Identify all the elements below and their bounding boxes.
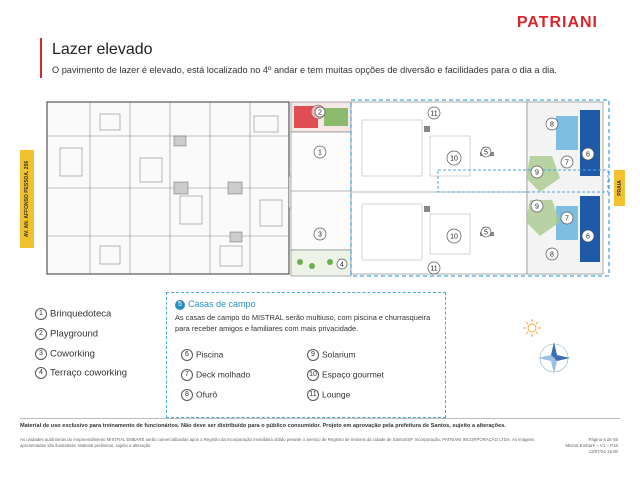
page-meta [566, 437, 618, 455]
svg-text:6: 6 [586, 151, 590, 159]
item-lounge: 11 Lounge [307, 389, 350, 401]
footer-disclaimer: Material de uso exclusivo para treinamento de funcionários. Não deve ser distribuído para o público consumidor. Projeto em aprovação pela prefeitura de Santos, sujeito a alterações. [20, 423, 506, 429]
footer-legal-text: As unidades autônomas do empreendimento MISTRAL EMBARÉ serão comercializadas após o Registro da Incorporação Imobiliária obtido perante o Serviço de Registro de Imóveis da cidade de Santos/SP. Incorporação: PATRIANI INCORPORAÇÃO LTDA. As imagens apresentadas são ilustrativas. Material preliminar, sujeito a alteração. [20, 437, 535, 448]
compass-icon [520, 316, 580, 386]
svg-text:7: 7 [565, 215, 569, 223]
item-espaco-gourmet: 10 Espaço gourmet [307, 369, 384, 381]
item-piscina: 6 Piscina [181, 349, 223, 361]
svg-text:2: 2 [318, 109, 322, 117]
pool-upper [580, 110, 600, 176]
pool-lower [580, 196, 600, 262]
casas-de-campo-heading: 5 Casas de campo [175, 299, 256, 310]
item-deck-molhado: 7 Deck molhado [181, 369, 250, 381]
casas-de-campo-description: As casas de campo do MISTRAL serão multiuso, com piscina e churrasqueira para receber amigos e familiares com mais privacidade. [175, 313, 431, 333]
document-date: 13/07/24 15:00 [588, 449, 618, 454]
casas-de-campo-box [166, 292, 446, 418]
legend-item-terraco-coworking: 4 Terraço coworking [35, 367, 127, 379]
legend-item-coworking: 3 Coworking [35, 348, 95, 360]
svg-text:9: 9 [535, 203, 539, 211]
item-ofuro: 8 Ofurô [181, 389, 217, 401]
item-solarium: 9 Solarium [307, 349, 356, 361]
svg-text:8: 8 [550, 121, 554, 129]
svg-text:4: 4 [340, 261, 344, 269]
svg-text:5: 5 [484, 229, 488, 237]
street-label-left: AV. AN. AFFONSO PESSOA, 256 [20, 150, 34, 248]
svg-text:3: 3 [318, 231, 322, 239]
svg-text:11: 11 [430, 265, 438, 273]
svg-text:10: 10 [450, 233, 458, 241]
document-version: Mistral Embaré – V1 – P16 [565, 443, 618, 448]
page-number: Página 6 de 55 [588, 437, 618, 442]
svg-text:11: 11 [430, 110, 438, 118]
svg-text:5: 5 [484, 149, 488, 157]
svg-text:9: 9 [535, 169, 539, 177]
page-title: Lazer elevado [52, 41, 153, 58]
svg-text:7: 7 [565, 159, 569, 167]
brand-logo: PATRIANI [516, 14, 598, 31]
svg-text:10: 10 [450, 155, 458, 163]
svg-text:1: 1 [318, 149, 322, 157]
page-description: O pavimento de lazer é elevado, está localizado no 4º andar e tem muitas opções de diversão e facilidades para o dia a dia. [52, 65, 557, 75]
legend-item-brinquedoteca: 1 Brinquedoteca [35, 308, 111, 320]
svg-text:6: 6 [586, 233, 590, 241]
title-accent-bar [40, 38, 42, 78]
legend-item-playground: 2 Playground [35, 328, 98, 340]
street-label-right: PRAIA [614, 170, 625, 206]
svg-text:8: 8 [550, 251, 554, 259]
floor-plan [40, 96, 612, 280]
footer-divider [20, 418, 620, 419]
